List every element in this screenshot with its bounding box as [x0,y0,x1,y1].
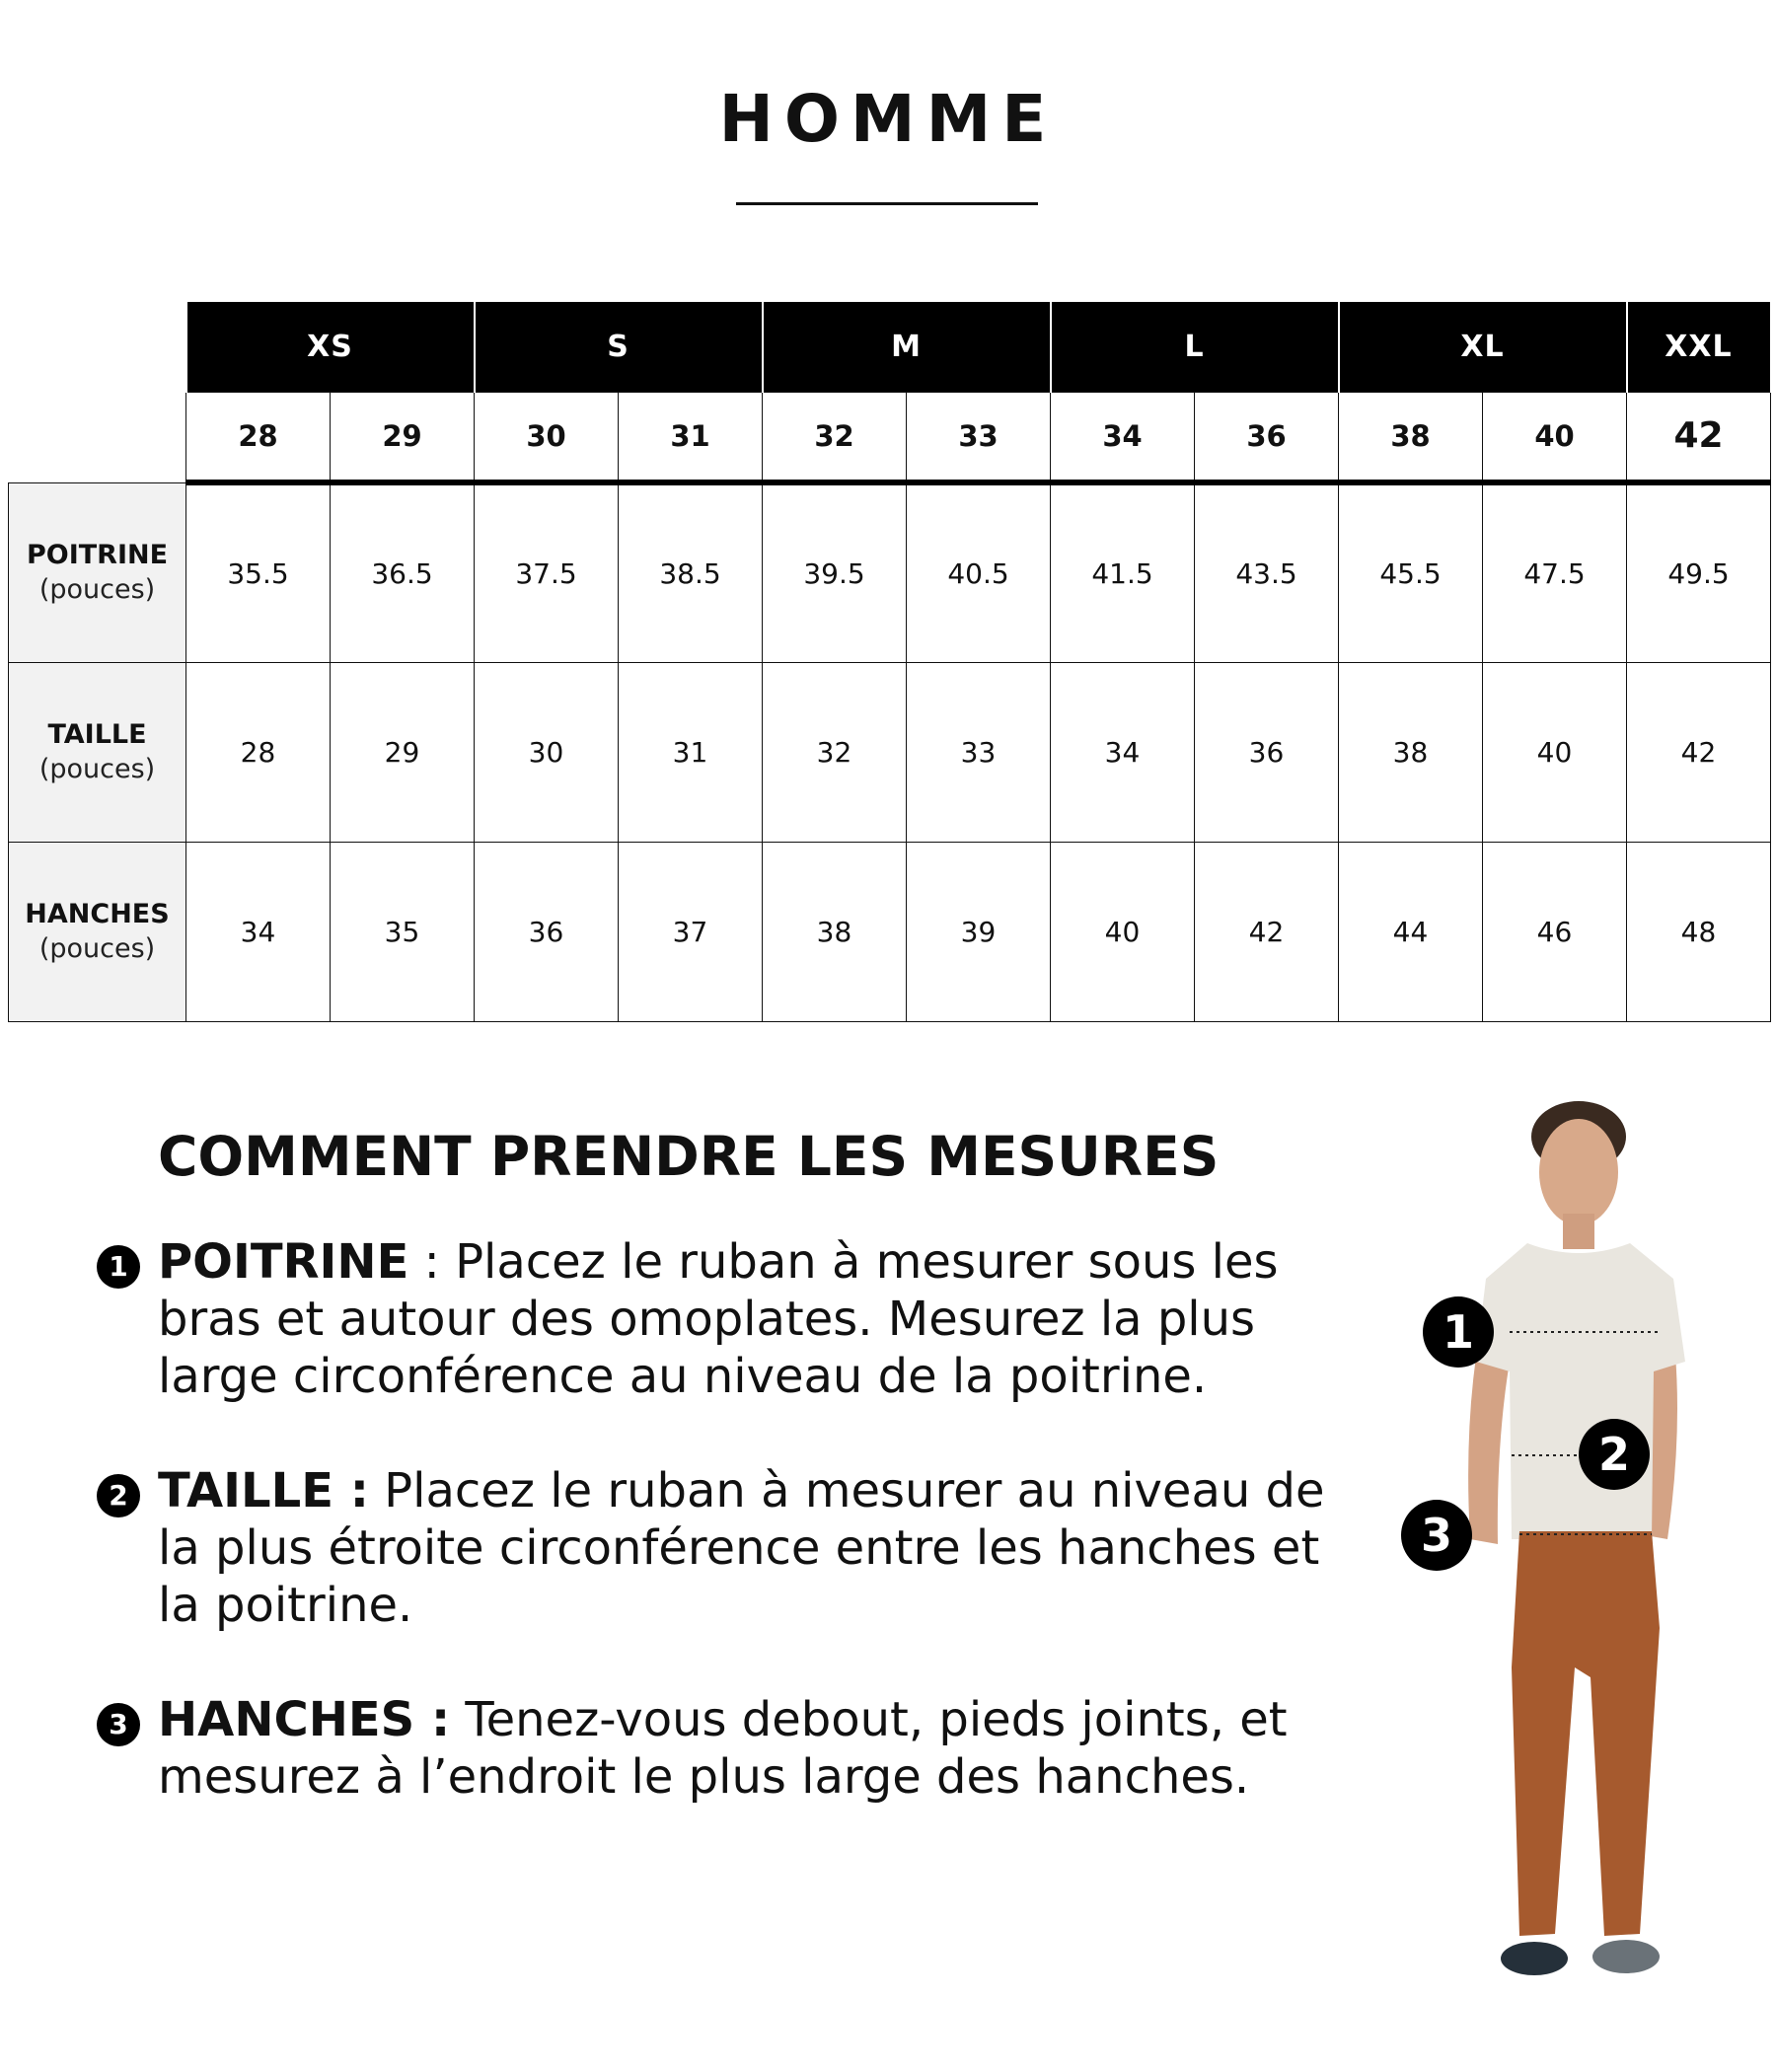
row-label-hanches [9,842,186,1021]
size-letter-row [9,302,1771,392]
step-taille [109,1462,1342,1634]
size-number: 32 [763,392,907,482]
table-cell: 40 [1051,842,1195,1021]
table-cell: 39.5 [763,482,907,662]
table-cell: 40.5 [907,482,1051,662]
table-cell: 36 [1195,662,1339,842]
table-cell: 32 [763,662,907,842]
how-to-heading: COMMENT PRENDRE LES MESURES [158,1125,1220,1188]
table-cell: 42 [1195,842,1339,1021]
page-title: HOMME [718,81,1058,157]
table-cell: 37 [619,842,763,1021]
table-cell: 34 [1051,662,1195,842]
size-number-row [9,392,1771,482]
size-group-m: M [763,302,1051,392]
step-number-badge: 3 [97,1703,140,1746]
table-cell: 33 [907,662,1051,842]
table-cell: 28 [186,662,331,842]
title-divider [736,202,1038,205]
size-group-xxl: XXL [1627,302,1771,392]
table-row-hanches [9,842,1771,1021]
step-number-badge: 2 [97,1474,140,1517]
table-cell: 38 [763,842,907,1021]
table-cell: 41.5 [1051,482,1195,662]
table-row-poitrine [9,482,1771,662]
size-number: 28 [186,392,331,482]
size-number: 36 [1195,392,1339,482]
size-group-s: S [475,302,763,392]
table-cell: 38.5 [619,482,763,662]
measure-marker-2: 2 [1579,1419,1650,1490]
size-number: 38 [1339,392,1483,482]
table-cell: 40 [1483,662,1627,842]
size-group-xl: XL [1339,302,1627,392]
table-cell: 35.5 [186,482,331,662]
step-text: Placez le ruban à mesurer sous les bras et autour des omoplates. Mesurez la plus large circonférence au niveau de la poitrine. [158,1234,1279,1404]
size-number: 30 [475,392,619,482]
size-number: 42 [1627,392,1771,482]
table-cell: 34 [186,842,331,1021]
size-number: 31 [619,392,763,482]
table-cell: 37.5 [475,482,619,662]
table-cell: 42 [1627,662,1771,842]
step-text: Tenez-vous debout, pieds joints, et mesurez à l’endroit le plus large des hanches. [158,1692,1288,1805]
row-label-name: POITRINE [26,539,169,570]
measure-marker-1: 1 [1423,1296,1494,1368]
step-text: Placez le ruban à mesurer au niveau de la plus étroite circonférence entre les hanches et la poitrine. [158,1463,1325,1633]
row-label-unit: (pouces) [38,754,156,784]
size-number: 40 [1483,392,1627,482]
step-number-badge: 1 [97,1245,140,1289]
table-cell: 35 [331,842,475,1021]
table-cell: 46 [1483,842,1627,1021]
row-label-name: HANCHES [25,898,170,929]
row-label-name: TAILLE [47,718,147,750]
table-cell: 45.5 [1339,482,1483,662]
table-cell: 29 [331,662,475,842]
row-label-unit: (pouces) [38,574,156,605]
step-label: HANCHES : [158,1692,451,1747]
size-number: 33 [907,392,1051,482]
table-cell: 38 [1339,662,1483,842]
table-cell: 47.5 [1483,482,1627,662]
model-figure [1371,1075,1717,2013]
step-label: POITRINE [158,1234,409,1290]
row-label-poitrine [9,482,186,662]
table-row-taille [9,662,1771,842]
size-table [8,302,1772,1022]
size-group-xs: XS [186,302,475,392]
table-cell: 36 [475,842,619,1021]
size-group-l: L [1051,302,1339,392]
step-poitrine [109,1233,1342,1405]
row-label-taille [9,662,186,842]
table-cell: 31 [619,662,763,842]
table-cell: 44 [1339,842,1483,1021]
measure-marker-3: 3 [1401,1500,1472,1571]
table-cell: 30 [475,662,619,842]
table-cell: 43.5 [1195,482,1339,662]
table-cell: 49.5 [1627,482,1771,662]
row-label-unit: (pouces) [38,933,156,964]
step-label: TAILLE : [158,1463,369,1518]
size-number: 29 [331,392,475,482]
step-separator: : [408,1234,456,1290]
step-separator [369,1463,384,1518]
table-cell: 48 [1627,842,1771,1021]
table-cell: 36.5 [331,482,475,662]
step-hanches [109,1691,1342,1806]
table-cell: 39 [907,842,1051,1021]
step-separator [450,1692,465,1747]
table-corner [9,302,186,482]
size-number: 34 [1051,392,1195,482]
